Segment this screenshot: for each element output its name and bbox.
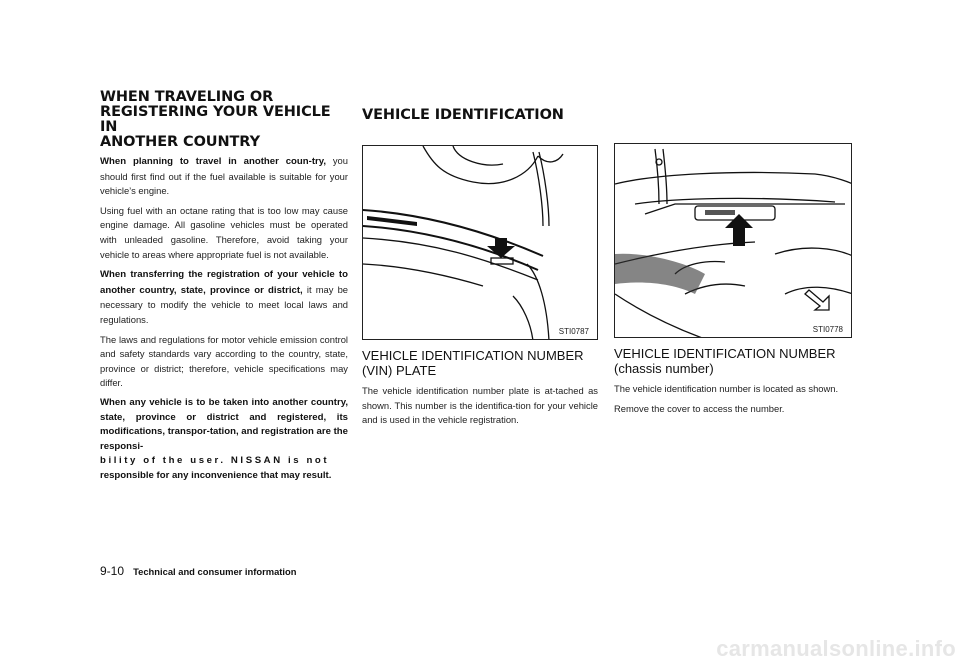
paragraph-octane: Using fuel with an octane rating that is too low may cause engine damage. All gasoline vehicles must be operated with unleaded gasoline. Therefore, avoid taking your vehicle to areas where appropriate fuel is not available.: [100, 204, 348, 260]
paragraph-fuel-check: [100, 154, 348, 199]
paragraph-laws: The laws and regulations for motor vehicle emission control and safety standards vary according to the country, state, province or district; therefore, vehicle specifications may differ.: [100, 333, 348, 389]
heading-vehicle-identification: VEHICLE IDENTIFICATION: [362, 107, 564, 123]
column-vin-plate: [362, 108, 598, 433]
column-travel: [100, 90, 348, 483]
figure-vin-plate: [362, 145, 598, 340]
paragraph-vin-plate: The vehicle identification number plate is at-tached as shown. This number is the identifica-tion for your vehicle and is used in the vehicle registration.: [362, 385, 598, 426]
paragraph-chassis-location: The vehicle identification number is located as shown.: [614, 383, 839, 394]
page-footer: [100, 564, 297, 578]
paragraph-registration-lead: When transferring the registration of your vehicle to another country, state, province or district,: [100, 269, 348, 296]
figure-chassis-number: [614, 143, 852, 338]
column-chassis-number: [614, 143, 852, 421]
chassis-number-illustration: [615, 144, 852, 338]
paragraph-registration: [100, 267, 348, 327]
vin-plate-illustration: [363, 146, 598, 340]
subheading-chassis-number-2: (chassis number): [614, 361, 714, 376]
watermark: carmanualsonline.info: [716, 636, 956, 661]
footer-section-title: Technical and consumer information: [133, 566, 297, 577]
figure-code-vin: STI0787: [558, 327, 589, 336]
responsibility-part1: When any vehicle is to be taken into another country, state, province or district and registered, its modifications, transpor-tation, and registration are the responsi-: [100, 396, 348, 452]
responsibility-part3: responsible for any inconvenience that may result.: [100, 469, 332, 481]
responsibility-part2: bility of the user. NISSAN is not: [100, 455, 330, 467]
paragraph-registration-text: it may be necessary to modify the vehicle to meet local laws and regulations.: [100, 283, 349, 325]
page-number: 9-10: [100, 564, 125, 578]
paragraph-fuel-check-text: you should first find out if the fuel available is suitable for your vehicle’s engine.: [100, 155, 348, 197]
figure-code-chassis: STI0778: [812, 325, 843, 334]
paragraph-responsibility: [100, 396, 348, 484]
paragraph-remove-cover: Remove the cover to access the number.: [614, 402, 785, 414]
heading-traveling: WHEN TRAVELING OR REGISTERING YOUR VEHICLE IN ANOTHER COUNTRY: [100, 89, 331, 150]
subheading-vin-plate: VEHICLE IDENTIFICATION NUMBER (VIN) PLATE: [362, 348, 584, 378]
paragraph-fuel-check-lead: When planning to travel in another coun-try,: [100, 156, 327, 167]
subheading-chassis-number: VEHICLE IDENTIFICATION NUMBER: [614, 346, 836, 361]
